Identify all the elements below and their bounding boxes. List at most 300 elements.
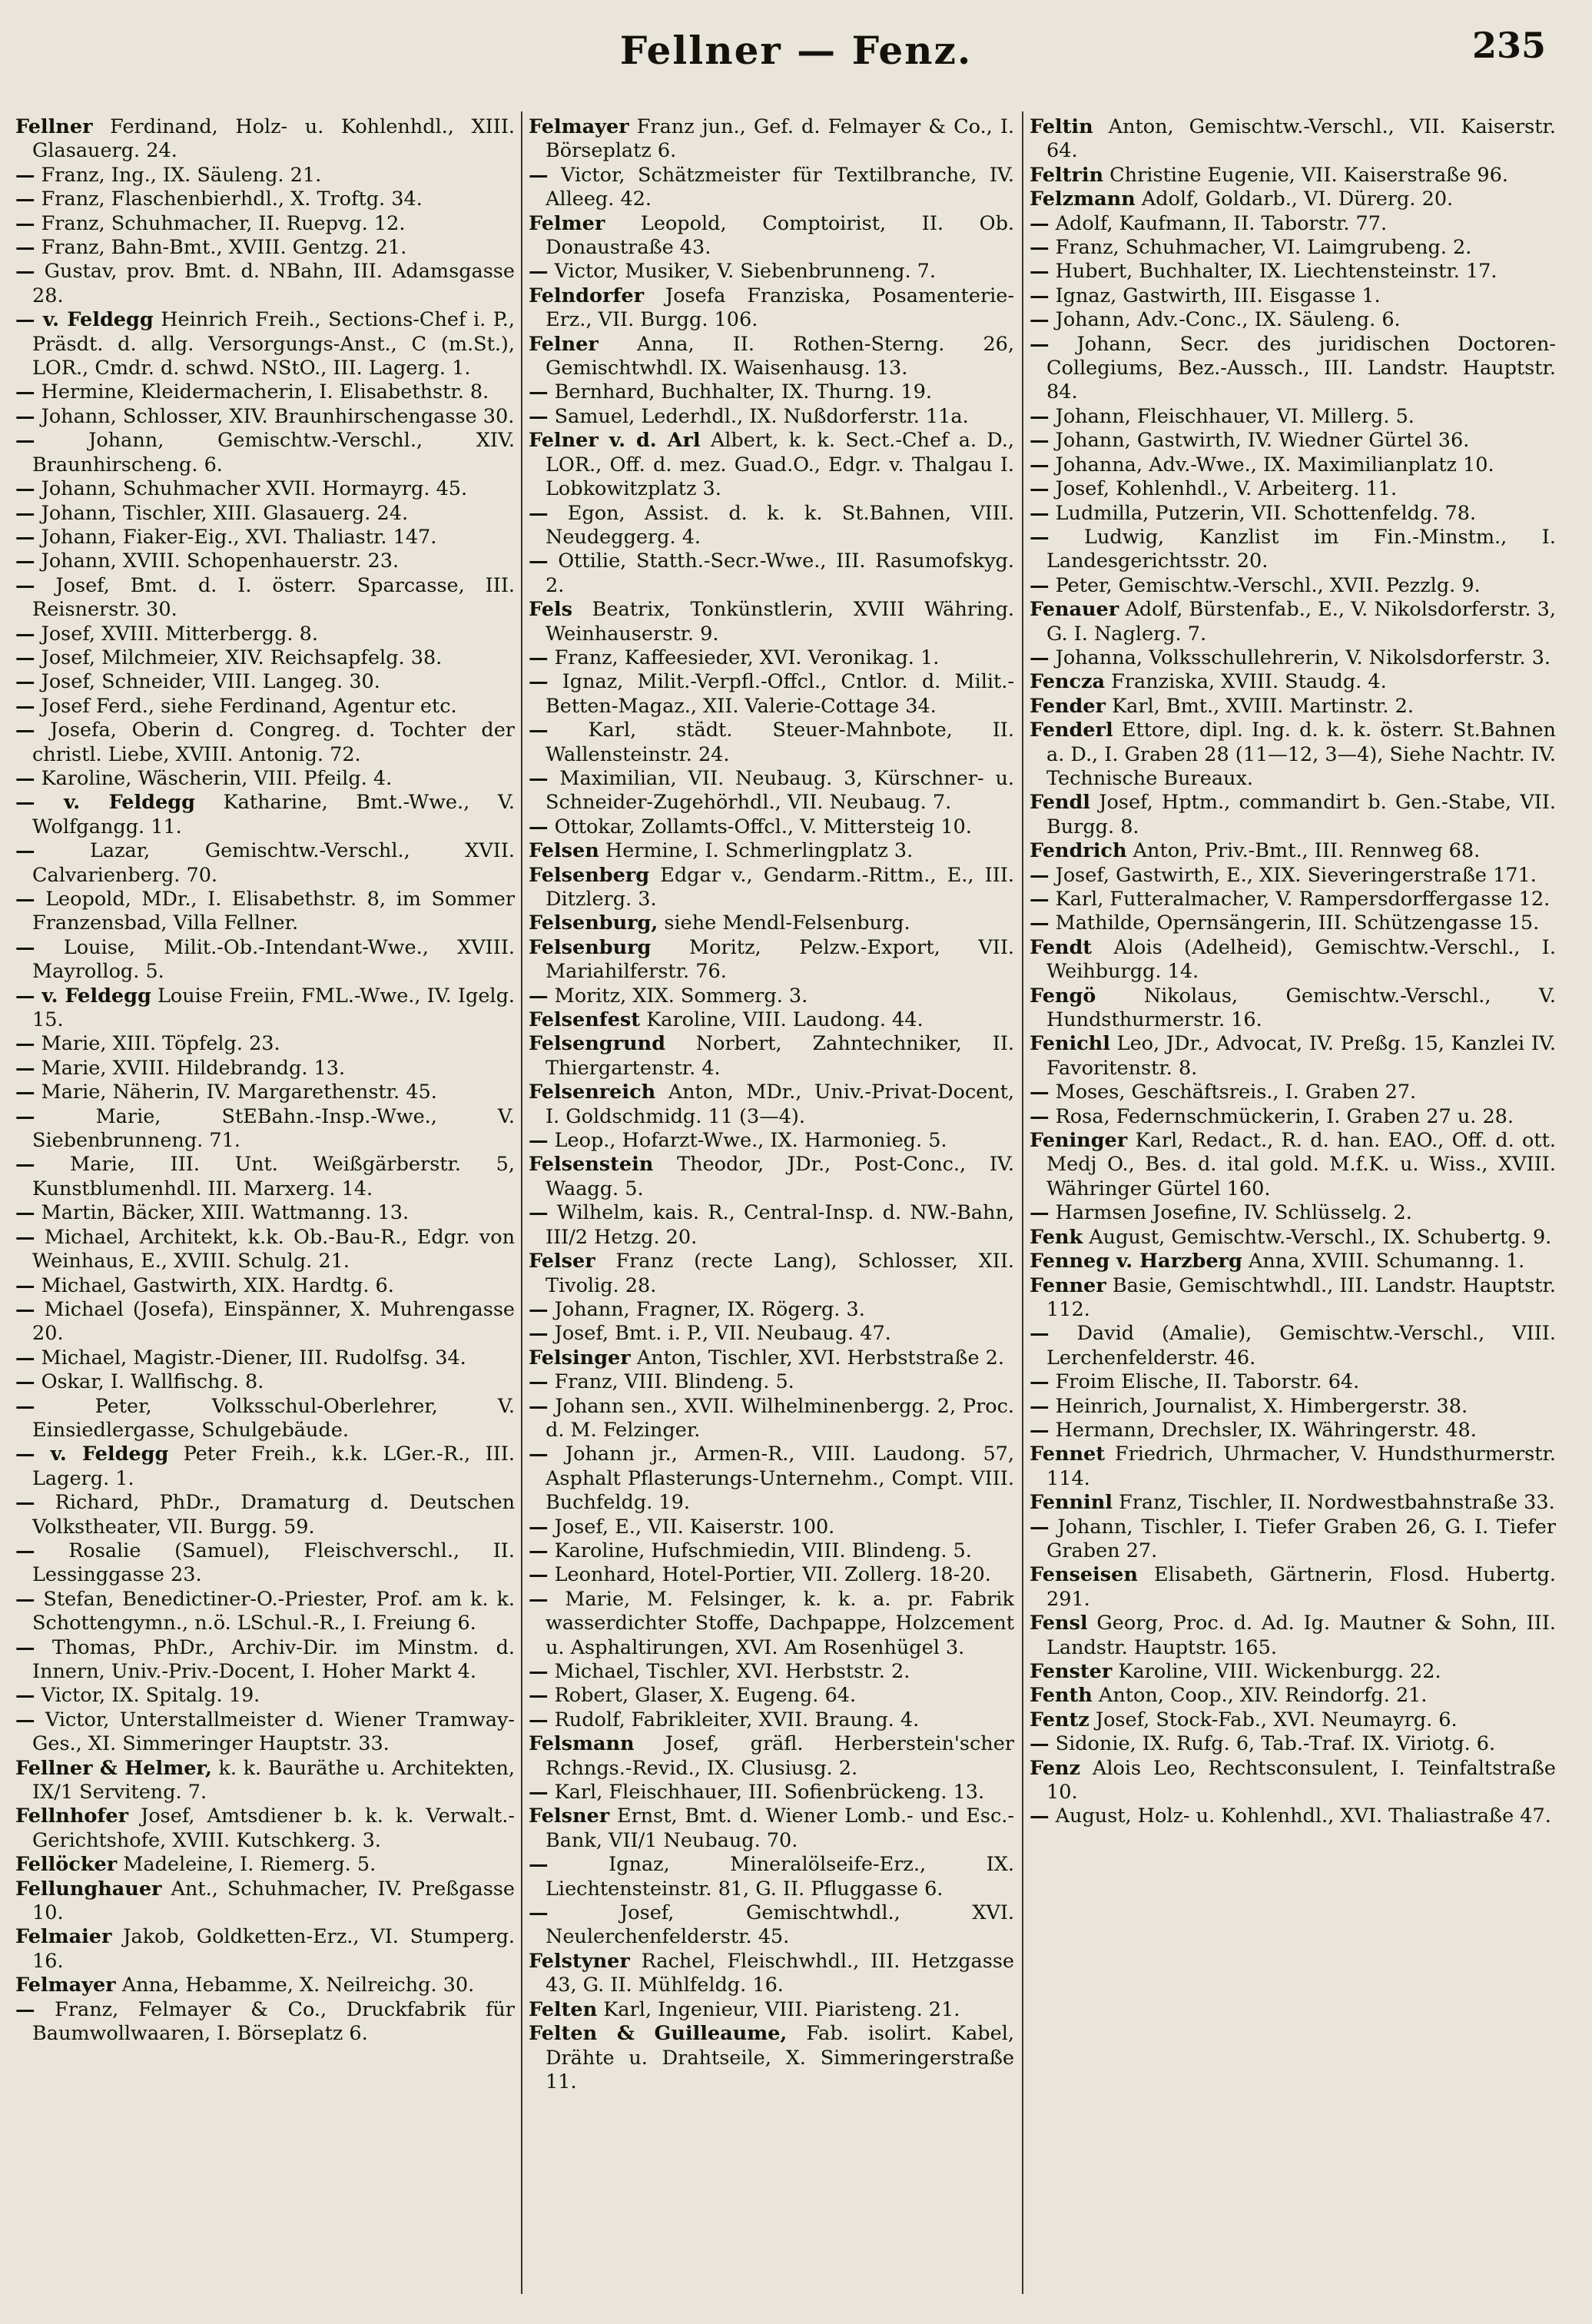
- directory-entry: [15, 767, 515, 791]
- entry-details: Leopold, MDr., I. Elisabethstr. 8, im Sommer Franzensbad, Villa Fellner.: [32, 888, 515, 935]
- directory-entry: [1030, 526, 1556, 574]
- entry-name: —: [529, 1443, 549, 1466]
- entry-name: —: [529, 766, 549, 790]
- entry-name: —: [529, 404, 549, 428]
- directory-entry: [529, 260, 1014, 284]
- page-title: Fellner — Fenz.: [619, 28, 973, 73]
- entry-name: —: [15, 573, 35, 597]
- directory-entry: [529, 1298, 1014, 1322]
- directory-entry: [15, 308, 515, 380]
- entry-name: — v. Feldegg: [15, 308, 154, 332]
- entry-name: Felsenstein: [529, 1153, 654, 1177]
- entry-name: —: [529, 1370, 549, 1394]
- entry-details: Ant., Schuhmacher, IV. Preßgasse 10.: [32, 1877, 515, 1925]
- directory-entry: [15, 646, 515, 670]
- entry-name: —: [15, 1346, 35, 1370]
- entry-details: Hermann, Drechsler, IX. Währingerstr. 48.: [1055, 1418, 1477, 1442]
- entry-details: Michael, Tischler, XVI. Herbststr. 2.: [554, 1660, 910, 1683]
- entry-name: Felzmann: [1030, 188, 1136, 211]
- entry-name: — v. Feldegg: [15, 791, 195, 815]
- entry-name: —: [529, 501, 549, 525]
- directory-entry: [1030, 502, 1556, 526]
- entry-details: Louise, Milit.-Ob.-Intendant-Wwe., XVIII. Mayrollog. 5.: [32, 935, 515, 984]
- directory-entry: [1030, 1804, 1556, 1828]
- entry-details: Harmsen Josefine, IV. Schlüsselg. 2.: [1055, 1201, 1412, 1225]
- entry-details: Christine Eugenie, VII. Kaiserstraße 96.: [1109, 163, 1508, 187]
- entry-details: Karoline, VIII. Laudong. 44.: [646, 1008, 924, 1032]
- entry-name: Felmer: [529, 211, 605, 235]
- directory-entry: [15, 429, 515, 477]
- entry-details: Froim Elische, II. Taborstr. 64.: [1055, 1370, 1360, 1394]
- directory-entry: [15, 622, 515, 646]
- entry-name: —: [529, 984, 549, 1008]
- entry-name: —: [1030, 1104, 1050, 1128]
- directory-entry: [15, 936, 515, 984]
- directory-entry: [15, 984, 515, 1033]
- entry-name: —: [1030, 1370, 1050, 1394]
- entry-name: —: [15, 1297, 35, 1321]
- entry-name: Felsinger: [529, 1346, 631, 1370]
- directory-entry: [15, 1588, 515, 1636]
- entry-details: Peter, Gemischtw.-Verschl., XVII. Pezzlg. 9.: [1055, 573, 1481, 597]
- entry-name: —: [15, 719, 35, 742]
- entry-name: —: [1030, 501, 1050, 525]
- entry-details: Moses, Geschäftsreis., I. Graben 27.: [1055, 1081, 1417, 1104]
- entry-name: —: [529, 1539, 549, 1562]
- entry-details: Josef, Schneider, VIII. Langeg. 30.: [41, 670, 380, 694]
- entry-name: —: [15, 477, 35, 501]
- directory-entry: [529, 719, 1014, 767]
- entry-details: Franziska, XVIII. Staudg. 4.: [1111, 670, 1387, 694]
- entry-name: Felmayer: [15, 1974, 116, 1997]
- entry-details: Johann, Fleischhauer, VI. Millerg. 5.: [1055, 404, 1415, 428]
- entry-name: Fenner: [1030, 1273, 1106, 1297]
- entry-details: Johann, Schuhmacher XVII. Hormayrg. 45.: [41, 477, 468, 501]
- entry-details: Rosalie (Samuel), Fleischverschl., II. Lessinggasse 23.: [32, 1539, 515, 1587]
- entry-details: Rosa, Federnschmückerin, I. Graben 27 u. 28.: [1055, 1104, 1514, 1128]
- entry-name: Fenster: [1030, 1660, 1113, 1683]
- entry-name: Fennet: [1030, 1443, 1106, 1466]
- entry-details: Maximilian, VII. Neubaug. 3, Kürschner- u. Schneider-Zugehörhdl., VII. Neubaug. 7.: [546, 766, 1014, 815]
- entry-details: Michael, Magistr.-Diener, III. Rudolfsg. 34.: [41, 1346, 466, 1370]
- entry-name: Felsenberg: [529, 863, 650, 887]
- entry-details: Richard, PhDr., Dramaturg d. Deutschen Volkstheater, VII. Burgg. 59.: [32, 1491, 515, 1539]
- directory-entry: [529, 1539, 1014, 1563]
- entry-details: Georg, Proc. d. Ad. Ig. Mautner & Sohn, III. Landstr. Hauptstr. 165.: [1046, 1612, 1556, 1659]
- directory-entry: [15, 1201, 515, 1225]
- directory-entry: [1030, 1201, 1556, 1225]
- entry-name: —: [1030, 1804, 1050, 1828]
- entry-name: —: [529, 646, 549, 669]
- entry-name: —: [15, 670, 35, 694]
- directory-entry: [529, 1395, 1014, 1443]
- entry-details: Marie, III. Unt. Weißgärberstr. 5, Kunstblumenhdl. III. Marxerg. 14.: [32, 1153, 515, 1200]
- directory-entry: [529, 598, 1014, 646]
- entry-details: Moritz, XIX. Sommerg. 3.: [554, 984, 808, 1008]
- entry-details: Anton, MDr., Univ.-Privat-Docent, I. Goldschmidg. 11 (3—4).: [546, 1081, 1014, 1128]
- entry-details: Leopold, Comptoirist, II. Ob. Donaustraße 43.: [546, 211, 1014, 260]
- entry-details: Johann, Adv.-Conc., IX. Säuleng. 6.: [1055, 308, 1401, 332]
- entry-name: —: [529, 1563, 549, 1587]
- entry-name: Felten: [529, 1997, 598, 2021]
- directory-entry: [1030, 236, 1556, 260]
- directory-entry: [15, 1853, 515, 1877]
- entry-details: Franz, Schuhmacher, VI. Laimgrubeng. 2.: [1055, 236, 1472, 260]
- directory-entry: [529, 333, 1014, 381]
- directory-entry: [529, 670, 1014, 719]
- entry-details: Albert, k. k. Sect.-Chef a. D., LOR., Off. d. mez. Guad.O., Edgr. v. Thalgau I. Lobkowitzplatz 3.: [546, 429, 1014, 501]
- entry-name: —: [15, 935, 35, 959]
- directory-entry: [529, 1201, 1014, 1250]
- directory-entry: [1030, 284, 1556, 308]
- entry-name: Fentz: [1030, 1708, 1090, 1731]
- entry-name: —: [15, 1032, 35, 1056]
- entry-name: —: [1030, 429, 1050, 453]
- entry-name: —: [15, 1273, 35, 1297]
- entry-details: Robert, Glaser, X. Eugeng. 64.: [554, 1684, 857, 1708]
- entry-name: Fensl: [1030, 1612, 1088, 1635]
- directory-entry: [15, 212, 515, 236]
- directory-entry: [15, 1877, 515, 1926]
- directory-entry: [15, 1395, 515, 1443]
- entry-name: —: [1030, 1515, 1050, 1539]
- entry-name: —: [1030, 404, 1050, 428]
- entry-details: Karoline, Hufschmiedin, VIII. Blindeng. 5.: [554, 1539, 972, 1562]
- entry-name: Fengö: [1030, 984, 1096, 1008]
- entry-details: Josef, Kohlenhdl., V. Arbeiterg. 11.: [1055, 477, 1398, 501]
- directory-entry: [529, 815, 1014, 839]
- directory-entry: [1030, 1129, 1556, 1201]
- entry-details: Ettore, dipl. Ing. d. k. k. österr. St.Bahnen a. D., I. Graben 28 (11—12, 3—4), Siehe Nachtr. IV. Technische Bureaux.: [1046, 719, 1556, 790]
- directory-entry: [529, 984, 1014, 1008]
- entry-details: Franz, Flaschenbierhdl., X. Troftg. 34.: [41, 188, 423, 211]
- directory-column-1: [15, 115, 515, 2298]
- entry-name: —: [15, 1708, 35, 1731]
- directory-entry: [1030, 1395, 1556, 1419]
- entry-details: Victor, Schätzmeister für Textilbranche, IV. Alleeg. 42.: [546, 163, 1014, 211]
- entry-details: Franz, Bahn-Bmt., XVIII. Gentzg. 21.: [41, 236, 407, 260]
- entry-details: Anna, Hebamme, X. Neilreichg. 30.: [121, 1974, 475, 1997]
- entry-name: Fellner & Helmer,: [15, 1756, 212, 1780]
- entry-details: Josef, Gastwirth, E., XIX. Sieveringerstraße 171.: [1055, 863, 1537, 887]
- entry-name: — v. Feldegg: [15, 984, 151, 1008]
- entry-details: Adolf, Goldarb., VI. Dürerg. 20.: [1141, 188, 1454, 211]
- directory-entry: [1030, 1105, 1556, 1129]
- directory-entry: [15, 380, 515, 404]
- entry-details: Josef, Bmt. i. P., VII. Neubaug. 47.: [554, 1322, 891, 1346]
- entry-details: Edgar v., Gendarm.-Rittm., E., III. Ditzlerg. 3.: [546, 863, 1014, 911]
- directory-entry: [15, 1998, 515, 2047]
- entry-name: Felmayer: [529, 115, 629, 138]
- directory-entry: [529, 405, 1014, 429]
- page-header: [0, 22, 1592, 83]
- directory-entry: [529, 284, 1014, 333]
- directory-entry: [1030, 405, 1556, 429]
- directory-entry: [529, 1588, 1014, 1660]
- entry-details: Franz, Kaffeesieder, XVI. Veronikag. 1.: [554, 646, 940, 669]
- entry-name: Felsner: [529, 1804, 610, 1828]
- directory-entry: [15, 670, 515, 694]
- entry-name: —: [1030, 888, 1050, 911]
- directory-entry: [529, 1032, 1014, 1081]
- entry-details: Ferdinand, Holz- u. Kohlenhdl., XIII. Glasauerg. 24.: [32, 115, 515, 163]
- entry-details: Louise Freiin, FML.-Wwe., IV. Igelg. 15.: [32, 984, 515, 1032]
- directory-entry: [1030, 115, 1556, 164]
- entry-details: Anna, XVIII. Schumanng. 1.: [1248, 1250, 1525, 1273]
- directory-entry: [1030, 477, 1556, 501]
- entry-details: Josefa, Oberin d. Congreg. d. Tochter der christl. Liebe, XVIII. Antonig. 72.: [32, 719, 515, 766]
- directory-entry: [15, 526, 515, 549]
- directory-entry: [15, 115, 515, 164]
- entry-details: Elisabeth, Gärtnerin, Flosd. Hubertg. 291.: [1046, 1563, 1556, 1611]
- entry-name: —: [529, 1684, 549, 1708]
- directory-entry: [529, 1901, 1014, 1950]
- directory-entry: [529, 1781, 1014, 1804]
- directory-entry: [529, 864, 1014, 912]
- entry-details: Oskar, I. Wallfischg. 8.: [41, 1370, 264, 1394]
- entry-name: —: [1030, 477, 1050, 501]
- entry-details: Franz, Ing., IX. Säuleng. 21.: [41, 163, 322, 187]
- entry-details: Johann, Schlosser, XIV. Braunhirschengasse 30.: [41, 404, 515, 428]
- entry-name: —: [15, 1370, 35, 1394]
- entry-details: Johann, Gemischtw.-Verschl., XIV. Braunhirscheng. 6.: [32, 429, 515, 476]
- entry-name: —: [1030, 1322, 1050, 1346]
- directory-entry: [15, 1974, 515, 1997]
- entry-name: Fenz: [1030, 1756, 1080, 1780]
- directory-entry: [529, 1950, 1014, 1998]
- entry-details: Fab. isolirt. Kabel, Drähte u. Drahtseile, X. Simmeringerstraße 11.: [546, 2022, 1014, 2093]
- entry-name: Felsen: [529, 839, 599, 863]
- directory-entry: [1030, 1322, 1556, 1370]
- entry-details: Anton, Coop., XIV. Reindorfg. 21.: [1098, 1684, 1428, 1708]
- entry-name: Fenichl: [1030, 1032, 1110, 1056]
- entry-details: Karl, Ingenieur, VIII. Piaristeng. 21.: [603, 1997, 960, 2021]
- entry-name: —: [529, 815, 549, 838]
- directory-entry: [529, 646, 1014, 670]
- entry-name: Fenneg v. Harzberg: [1030, 1250, 1242, 1273]
- entry-name: —: [529, 1853, 549, 1877]
- entry-name: Fenk: [1030, 1225, 1083, 1249]
- entry-name: Fenth: [1030, 1684, 1093, 1708]
- entry-name: —: [15, 694, 35, 718]
- entry-details: Stefan, Benedictiner-O.-Priester, Prof. am k. k. Schottengymn., n.ö. LSchul.-R., I. Freiung 6.: [32, 1587, 515, 1635]
- entry-name: Fender: [1030, 694, 1106, 718]
- entry-name: Fenauer: [1030, 598, 1119, 622]
- directory-entry: [15, 1925, 515, 1974]
- entry-details: Johanna, Adv.-Wwe., IX. Maximilianplatz 10.: [1055, 453, 1494, 476]
- entry-details: Michael, Architekt, k.k. Ob.-Bau-R., Edgr. von Weinhaus, E., XVIII. Schulg. 21.: [32, 1225, 515, 1273]
- directory-entry: [529, 1081, 1014, 1129]
- entry-details: Theodor, JDr., Post-Conc., IV. Waagg. 5.: [546, 1153, 1014, 1200]
- entry-name: — v. Feldegg: [15, 1443, 169, 1466]
- entry-details: Alois Leo, Rechtsconsulent, I. Teinfaltstraße 10.: [1046, 1756, 1556, 1804]
- entry-name: —: [15, 766, 35, 790]
- entry-name: —: [1030, 332, 1050, 356]
- entry-details: Ignaz, Milit.-Verpfl.-Offcl., Cntlor. d. Milit.-Betten-Magaz., XII. Valerie-Cottage 34.: [546, 670, 1014, 718]
- entry-details: Nikolaus, Gemischtw.-Verschl., V. Hundsthurmerstr. 16.: [1046, 984, 1556, 1032]
- directory-entry: [1030, 212, 1556, 236]
- entry-details: Adolf, Kaufmann, II. Taborstr. 77.: [1055, 211, 1388, 235]
- entry-details: Leo, JDr., Advocat, IV. Preßg. 15, Kanzlei IV. Favoritenstr. 8.: [1046, 1032, 1556, 1080]
- entry-details: Michael, Gastwirth, XIX. Hardtg. 6.: [41, 1273, 394, 1297]
- directory-entry: [529, 2022, 1014, 2094]
- directory-entry: [529, 1443, 1014, 1515]
- directory-entry: [15, 405, 515, 429]
- directory-entry: [1030, 1516, 1556, 1564]
- entry-name: Felmaier: [15, 1925, 112, 1949]
- entry-details: Josef, gräfl. Herberstein'scher Rchngs.-Revid., IX. Clusiusg. 2.: [546, 1732, 1014, 1780]
- directory-entry: [529, 502, 1014, 550]
- entry-name: —: [15, 839, 35, 863]
- entry-details: Adolf, Bürstenfab., E., V. Nikolsdorferstr. 3, G. I. Naglerg. 7.: [1046, 598, 1556, 646]
- entry-details: Josef Ferd., siehe Ferdinand, Agentur etc.: [41, 694, 457, 718]
- entry-name: —: [15, 404, 35, 428]
- entry-details: Norbert, Zahntechniker, II. Thiergartenstr. 4.: [546, 1032, 1014, 1080]
- entry-details: Marie, M. Felsinger, k. k. a. pr. Fabrik wasserdichter Stoffe, Dachpappe, Holzcement u. Asphaltirungen, XVI. Am Rosenhügel 3.: [546, 1587, 1014, 1659]
- entry-name: Fendl: [1030, 791, 1090, 815]
- directory-entry: [1030, 164, 1556, 188]
- directory-entry: [15, 839, 515, 888]
- directory-entry: [1030, 188, 1556, 211]
- directory-entry: [15, 1153, 515, 1201]
- directory-entry: [1030, 1032, 1556, 1081]
- entry-details: Marie, StEBahn.-Insp.-Wwe., V. Siebenbrunneng. 71.: [32, 1104, 515, 1153]
- entry-details: Alois (Adelheid), Gemischtw.-Verschl., I. Weihburgg. 14.: [1046, 935, 1556, 984]
- entry-details: Josef, Hptm., commandirt b. Gen.-Stabe, VII. Burgg. 8.: [1046, 791, 1556, 838]
- entry-name: —: [1030, 1418, 1050, 1442]
- directory-entry: [1030, 646, 1556, 670]
- entry-details: Johann, Fragner, IX. Rögerg. 3.: [554, 1297, 865, 1321]
- entry-name: Fenninl: [1030, 1491, 1113, 1515]
- directory-entry: [1030, 1419, 1556, 1443]
- entry-details: Marie, Näherin, IV. Margarethenstr. 45.: [41, 1081, 437, 1104]
- entry-details: Hermine, Kleidermacherin, I. Elisabethstr. 8.: [41, 380, 489, 404]
- entry-details: Wilhelm, kais. R., Central-Insp. d. NW.-Bahn, III/2 Hetzg. 20.: [546, 1201, 1014, 1249]
- entry-details: Ernst, Bmt. d. Wiener Lomb.- und Esc.-Bank, VII/1 Neubaug. 70.: [546, 1804, 1014, 1852]
- directory-entry: [1030, 453, 1556, 477]
- entry-details: Heinrich, Journalist, X. Himbergerstr. 38.: [1055, 1394, 1468, 1418]
- entry-name: —: [529, 1587, 549, 1611]
- entry-name: —: [529, 1515, 549, 1539]
- directory-entry: [529, 380, 1014, 404]
- entry-name: Fendt: [1030, 935, 1093, 959]
- directory-entry: [15, 1491, 515, 1539]
- directory-entry: [1030, 839, 1556, 863]
- entry-details: Egon, Assist. d. k. k. St.Bahnen, VIII. Neudeggerg. 4.: [546, 501, 1014, 549]
- entry-details: Lazar, Gemischtw.-Verschl., XVII. Calvarienberg. 70.: [32, 839, 515, 887]
- directory-entry: [15, 1346, 515, 1370]
- entry-details: Karoline, VIII. Wickenburgg. 22.: [1118, 1660, 1441, 1683]
- entry-details: Ludwig, Kanzlist im Fin.-Minstm., I. Landesgerichtsstr. 20.: [1046, 525, 1556, 573]
- entry-details: Madeleine, I. Riemerg. 5.: [123, 1853, 376, 1877]
- entry-name: —: [15, 1635, 35, 1659]
- entry-details: August, Gemischtw.-Verschl., IX. Schubertg. 9.: [1089, 1225, 1552, 1249]
- directory-entry: [529, 549, 1014, 598]
- entry-name: —: [1030, 1201, 1050, 1225]
- entry-details: Beatrix, Tonkünstlerin, XVIII Währing. Weinhauserstr. 9.: [546, 598, 1014, 646]
- directory-entry: [529, 429, 1014, 501]
- directory-entry: [1030, 1732, 1556, 1756]
- directory-entry: [529, 911, 1014, 935]
- entry-name: —: [529, 1708, 549, 1731]
- directory-entry: [15, 1804, 515, 1853]
- entry-name: Felstyner: [529, 1949, 630, 1973]
- column-divider: [1022, 111, 1023, 2294]
- directory-entry: [1030, 1612, 1556, 1660]
- entry-details: Karoline, Wäscherin, VIII. Pfeilg. 4.: [41, 766, 393, 790]
- directory-entry: [15, 888, 515, 936]
- directory-entry: [1030, 1443, 1556, 1491]
- entry-name: —: [1030, 308, 1050, 332]
- entry-details: Thomas, PhDr., Archiv-Dir. im Minstm. d. Innern, Univ.-Priv.-Docent, I. Hoher Markt 4.: [32, 1635, 515, 1683]
- directory-entry: [15, 236, 515, 260]
- entry-details: Sidonie, IX. Rufg. 6, Tab.-Traf. IX. Viriotg. 6.: [1055, 1732, 1496, 1756]
- entry-name: —: [529, 260, 549, 284]
- entry-name: —: [529, 163, 549, 187]
- entry-details: Karl, Futteralmacher, V. Rampersdorffergasse 12.: [1055, 888, 1551, 911]
- entry-name: —: [15, 1056, 35, 1080]
- entry-details: Johann, Secr. des juridischen Doctoren-Collegiums, Bez.-Aussch., III. Landstr. Hauptstr. 84.: [1046, 332, 1556, 404]
- entry-details: Peter, Volksschul-Oberlehrer, V. Einsiedlergasse, Schulgebäude.: [32, 1394, 515, 1442]
- directory-entry: [15, 164, 515, 188]
- entry-name: Fenderl: [1030, 719, 1113, 742]
- entry-details: Franz (recte Lang), Schlosser, XII. Tivolig. 28.: [546, 1250, 1014, 1297]
- directory-entry: [15, 719, 515, 767]
- entry-details: Josef, Bmt. d. I. österr. Sparcasse, III. Reisnerstr. 30.: [32, 573, 515, 622]
- directory-entry: [1030, 888, 1556, 911]
- directory-entry: [15, 1443, 515, 1491]
- entry-name: Felner: [529, 332, 599, 356]
- entry-name: —: [529, 1129, 549, 1153]
- entry-details: Josef, Milchmeier, XIV. Reichsapfelg. 38.: [41, 646, 443, 669]
- entry-name: —: [1030, 453, 1050, 476]
- directory-entry: [1030, 1226, 1556, 1250]
- directory-entry: [529, 1853, 1014, 1901]
- entry-name: —: [529, 670, 549, 694]
- entry-name: —: [15, 188, 35, 211]
- entry-name: —: [15, 211, 35, 235]
- directory-entry: [529, 1346, 1014, 1370]
- directory-entry: [1030, 936, 1556, 984]
- entry-name: —: [15, 1081, 35, 1104]
- entry-details: Anna, II. Rothen-Sterng. 26, Gemischtwhdl. IX. Waisenhausg. 13.: [546, 332, 1014, 380]
- entry-name: —: [529, 1394, 549, 1418]
- directory-entry: [1030, 1684, 1556, 1708]
- directory-entry: [1030, 1708, 1556, 1732]
- directory-entry: [1030, 911, 1556, 935]
- directory-entry: [529, 115, 1014, 164]
- entry-name: Felsengrund: [529, 1032, 665, 1056]
- entry-name: —: [15, 1587, 35, 1611]
- entry-details: Johann, Fiaker-Eig., XVI. Thaliastr. 147.: [41, 525, 437, 549]
- entry-details: Victor, IX. Spitalg. 19.: [41, 1684, 260, 1708]
- entry-details: Franz, Schuhmacher, II. Ruepvg. 12.: [41, 211, 406, 235]
- entry-name: —: [15, 1684, 35, 1708]
- directory-entry: [1030, 1370, 1556, 1394]
- entry-name: —: [1030, 1732, 1050, 1756]
- directory-entry: [15, 1274, 515, 1298]
- directory-entry: [15, 260, 515, 308]
- entry-name: Felsenburg,: [529, 911, 658, 935]
- directory-entry: [529, 1370, 1014, 1394]
- directory-entry: [529, 1998, 1014, 2022]
- directory-entry: [1030, 791, 1556, 839]
- entry-name: —: [529, 380, 549, 404]
- entry-name: —: [15, 646, 35, 669]
- directory-entry: [15, 1636, 515, 1685]
- entry-name: —: [15, 1153, 35, 1177]
- entry-details: siehe Mendl-Felsenburg.: [664, 911, 910, 935]
